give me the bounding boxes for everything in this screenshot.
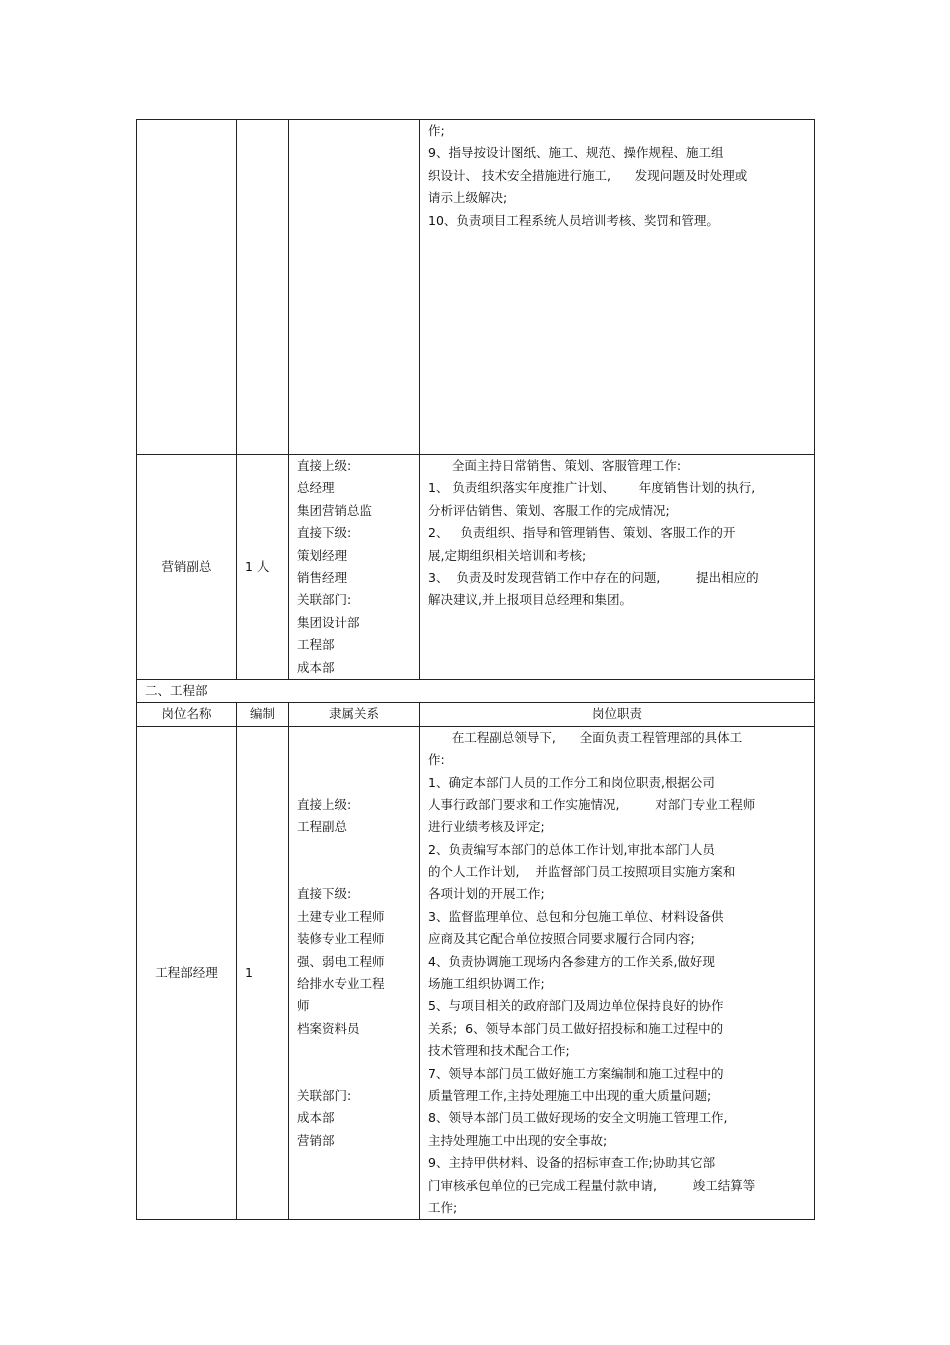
duties-text [420, 120, 814, 232]
duty-line: 解决建议,并上报项目总经理和集团。 [428, 592, 632, 608]
position-name-cell: 工程部经理 [137, 726, 237, 1220]
table-row-marketing [137, 455, 815, 680]
duties-text [420, 727, 814, 1220]
duties-cell [420, 726, 815, 1220]
position-cell-empty [137, 120, 237, 455]
position-name-cell: 营销副总 [137, 455, 237, 680]
duty-line: 展,定期组织相关培训和考核; [428, 547, 587, 563]
relation-line: 强、弱电工程师 [297, 953, 385, 969]
duty-line: 8、领导本部门员工做好现场的安全文明施工管理工作, [428, 1110, 728, 1126]
relation-line: 工程副总 [297, 819, 348, 835]
duty-line: 各项计划的开展工作; [428, 886, 545, 902]
relation-line [297, 749, 419, 771]
duty-line: 场施工组织协调工作; [428, 976, 545, 992]
duty-line: 应商及其它配合单位按照合同要求履行合同内容; [428, 931, 695, 947]
relation-line: 土建专业工程师 [297, 908, 385, 924]
relation-line: 师 [297, 998, 310, 1014]
relation-line: 工程部 [297, 637, 335, 653]
duty-line: 进行业绩考核及评定; [428, 819, 545, 835]
relation-line [297, 727, 419, 749]
headcount-cell-empty [237, 120, 289, 455]
table-row-engineering [137, 726, 815, 1220]
header-relations: 隶属关系 [289, 703, 420, 726]
relation-line: 装修专业工程师 [297, 931, 385, 947]
relations-cell [289, 455, 420, 680]
duties-cell [420, 455, 815, 680]
header-duties: 岗位职责 [420, 703, 815, 726]
duty-line: 分析评估销售、策划、客服工作的完成情况; [428, 502, 670, 518]
section-title: 二、工程部 [137, 679, 815, 702]
relation-line: 直接下级: [297, 525, 352, 541]
relation-line [297, 772, 419, 794]
duty-line: 3、 负责及时发现营销工作中存在的问题, 提出相应的 [428, 569, 759, 585]
duty-line: 3、监督监理单位、总包和分包施工单位、材料设备供 [428, 908, 724, 924]
duty-line: 技术管理和技术配合工作; [428, 1043, 570, 1059]
relation-line: 总经理 [297, 480, 335, 496]
duty-line: 门审核承包单位的已完成工程量付款申请, 竣工结算等 [428, 1177, 756, 1193]
duty-line: 10、负责项目工程系统人员培训考核、奖罚和管理。 [428, 212, 719, 228]
duty-line: 织设计、 技术安全措施进行施工, 发现问题及时处理或 [428, 167, 748, 183]
duty-line: 请示上级解决; [428, 190, 508, 206]
job-responsibility-table [136, 119, 815, 1220]
duty-line: 质量管理工作,主持处理施工中出现的重大质量问题; [428, 1087, 712, 1103]
relation-line [297, 861, 419, 883]
table-header-row [137, 703, 815, 726]
relation-line [297, 839, 419, 861]
duty-line: 7、领导本部门员工做好施工方案编制和施工过程中的 [428, 1065, 724, 1081]
relation-line [297, 1063, 419, 1085]
headcount-cell: 1 [237, 726, 289, 1220]
relation-line: 关联部门: [297, 1087, 352, 1103]
duty-line: 主持处理施工中出现的安全事故; [428, 1132, 608, 1148]
relation-line: 成本部 [297, 1110, 335, 1126]
duty-line: 5、与项目相关的政府部门及周边单位保持良好的协作 [428, 998, 724, 1014]
duties-text [420, 455, 814, 612]
relation-line: 营销部 [297, 1132, 335, 1148]
duty-line: 人事行政部门要求和工作实施情况, 对部门专业工程师 [428, 796, 756, 812]
relation-line: 档案资料员 [297, 1020, 360, 1036]
duty-line: 关系; 6、领导本部门员工做好招投标和施工过程中的 [428, 1020, 724, 1036]
headcount-cell: 1 人 [237, 455, 289, 680]
duty-line: 作: [428, 752, 445, 768]
header-headcount: 编制 [237, 703, 289, 726]
relations-cell [289, 726, 420, 1220]
relation-line: 集团营销总监 [297, 502, 373, 518]
duty-line: 的个人工作计划, 并监督部门员工按照项目实施方案和 [428, 864, 736, 880]
duty-line: 在工程副总领导下, 全面负责工程管理部的具体工 [428, 729, 743, 745]
relation-line: 直接上级: [297, 796, 352, 812]
relation-line: 集团设计部 [297, 614, 360, 630]
header-position: 岗位名称 [137, 703, 237, 726]
relation-line: 销售经理 [297, 569, 348, 585]
relation-line: 策划经理 [297, 547, 348, 563]
duty-line: 9、指导按设计图纸、施工、规范、操作规程、施工组 [428, 145, 724, 161]
duty-line: 9、主持甲供材料、设备的招标审查工作;协助其它部 [428, 1155, 716, 1171]
duty-line: 2、负责编写本部门的总体工作计划,审批本部门人员 [428, 841, 715, 857]
duty-line: 4、负责协调施工现场内各参建方的工作关系,做好现 [428, 953, 715, 969]
relation-line: 给排水专业工程 [297, 976, 385, 992]
relation-line: 直接下级: [297, 886, 352, 902]
duty-line: 1、 负责组织落实年度推广计划、 年度销售计划的执行, [428, 480, 756, 496]
duty-line: 1、确定本部门人员的工作分工和岗位职责,根据公司 [428, 774, 715, 790]
duties-cell [420, 120, 815, 455]
relation-line [297, 1040, 419, 1062]
relation-line: 关联部门: [297, 592, 352, 608]
relation-line: 直接上级: [297, 458, 352, 473]
table-row-continued [137, 120, 815, 455]
duty-line: 2、 负责组织、指导和管理销售、策划、客服工作的开 [428, 525, 736, 541]
duty-line: 工作; [428, 1199, 458, 1215]
duty-line: 作; [428, 123, 445, 138]
relation-line: 成本部 [297, 659, 335, 675]
relations-cell-empty [289, 120, 420, 455]
duty-line: 全面主持日常销售、策划、客服管理工作: [428, 458, 682, 473]
section-row [137, 679, 815, 702]
